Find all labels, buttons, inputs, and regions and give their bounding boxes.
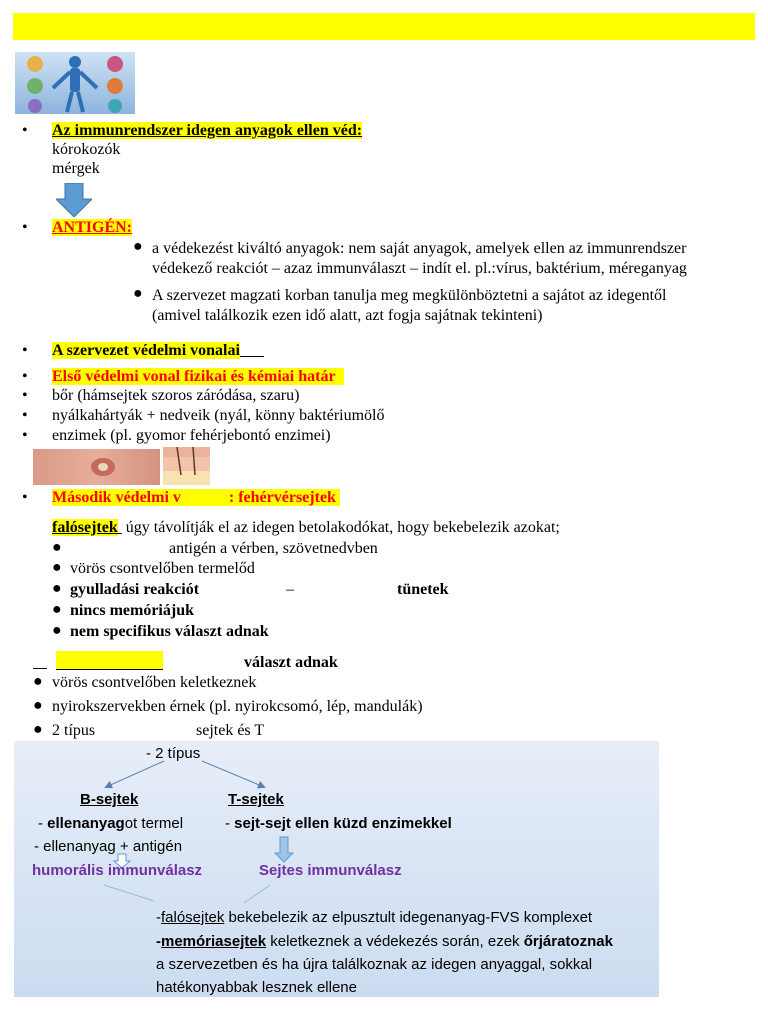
s1-item-mergek: mérgek <box>52 160 100 177</box>
bullet-dot: ● <box>133 238 143 255</box>
diagram-cellular: Sejtes immunválasz <box>259 862 402 879</box>
bullet-dot: ● <box>33 697 43 714</box>
bullet-dot: ● <box>33 721 43 738</box>
bullet-dot: ● <box>52 622 62 639</box>
diagram-top-text: - 2 típus <box>146 745 201 762</box>
s5-item-csontvelo: vörös csontvelőben keletkeznek <box>52 674 257 691</box>
bullet-dot: ● <box>33 673 43 690</box>
s5-heading: választ adnak <box>244 654 338 671</box>
s5-item-nyirokszerv: nyirokszervekben érnek (pl. nyirokcsomó, lép, mandulák) <box>52 698 423 715</box>
diagram-humoral: humorális immunválasz <box>32 862 203 879</box>
s4-item-gyulladas: gyulladási reakciót <box>70 581 200 598</box>
s2-heading: • ANTIGÉN: <box>52 218 132 238</box>
diagram-t-sejtek: T-sejtek <box>228 791 284 808</box>
diagram-p1: -falósejtek bekebelezik az elpusztult idegenanyag-FVS komplexet <box>156 909 593 926</box>
s4-item-gyulladas-dash: – <box>286 581 294 598</box>
s4-item-nem-specifikus: nem specifikus választ adnak <box>70 623 269 640</box>
s1-item-korokozok: kórokozók <box>52 141 121 158</box>
diagram-b-line1: - ellenanyagot termel <box>38 815 184 832</box>
diagram-b-sejtek: B-sejtek <box>80 791 139 808</box>
bullet-dot: ● <box>52 539 62 556</box>
diagram-t-line1: - sejt-sejt ellen küzd enzimekkel <box>225 815 452 832</box>
s2-b2-line2: (amivel találkozik ezen idő alatt, azt fogja sajátnak tekinteni) <box>152 307 543 324</box>
s1-heading: • Az immunrendszer idegen anyagok ellen véd: <box>52 121 362 141</box>
s2-b2-line1: A szervezet magzati korban tanulja meg megkülönböztetni a sajátot az idegentől <box>152 287 667 304</box>
s4-heading: • Második védelmi v : fehérvérsejtek <box>52 488 340 508</box>
skin-photo <box>33 449 160 485</box>
s3-first-line: • Első védelmi vonal fizikai és kémiai határ <box>52 367 344 387</box>
bullet-dot: ● <box>52 580 62 597</box>
s4-item-memoria: nincs memóriájuk <box>70 602 194 619</box>
s3-heading: • A szervezet védelmi vonalai <box>52 341 264 361</box>
bullet-dot: ● <box>133 285 143 302</box>
s5-item-tipus: 2 típus <box>52 722 96 739</box>
s3-item-nyalkahartya: • nyálkahártyák + nedveik (nyál, könny baktériumölő <box>52 406 384 426</box>
immune-system-illustration <box>15 52 135 114</box>
top-highlight-bar <box>13 13 755 40</box>
s5-blank-left <box>33 654 47 669</box>
arrow-down-icon <box>56 183 92 217</box>
s5-item-sejtek: sejtek és T <box>196 722 265 739</box>
s3-item-enzimek: • enzimek (pl. gyomor fehérjebontó enzimei) <box>52 426 331 446</box>
s4-item-antigen: antigén a vérben, szövetnedvben <box>169 540 378 557</box>
diagram-b-line2: - ellenanyag + antigén <box>34 838 183 855</box>
s4-item-csontvelo: vörös csontvelőben termelőd <box>70 560 255 577</box>
s4-falosejtek-line: falósejtek úgy távolítják el az idegen betolakodókat, hogy bekebelezik azokat; <box>52 519 560 536</box>
bullet-dot: ● <box>52 559 62 576</box>
diagram-p2: -memóriasejtek keletkeznek a védekezés során, ezek őrjáratoznak <box>156 933 613 950</box>
s4-item-tunetek: tünetek <box>397 581 449 598</box>
s2-b1-line1: a védekezést kiváltó anyagok: nem saját anyagok, amelyek ellen az immunrendszer <box>152 240 687 257</box>
s5-blank-highlight <box>56 651 163 670</box>
skin-cross-section <box>163 447 210 485</box>
bullet-dot: ● <box>52 601 62 618</box>
s2-b1-line2: védekező reakciót – azaz immunválaszt – indít el. pl.:vírus, baktérium, méreganyag <box>152 260 687 277</box>
s3-item-bor: • bőr (hámsejtek szoros záródása, szaru) <box>52 386 299 406</box>
diagram-p3: a szervezetben és ha újra találkoznak az idegen anyaggal, sokkal <box>156 956 593 973</box>
diagram-p4: hatékonyabbak lesznek ellene <box>156 979 357 996</box>
